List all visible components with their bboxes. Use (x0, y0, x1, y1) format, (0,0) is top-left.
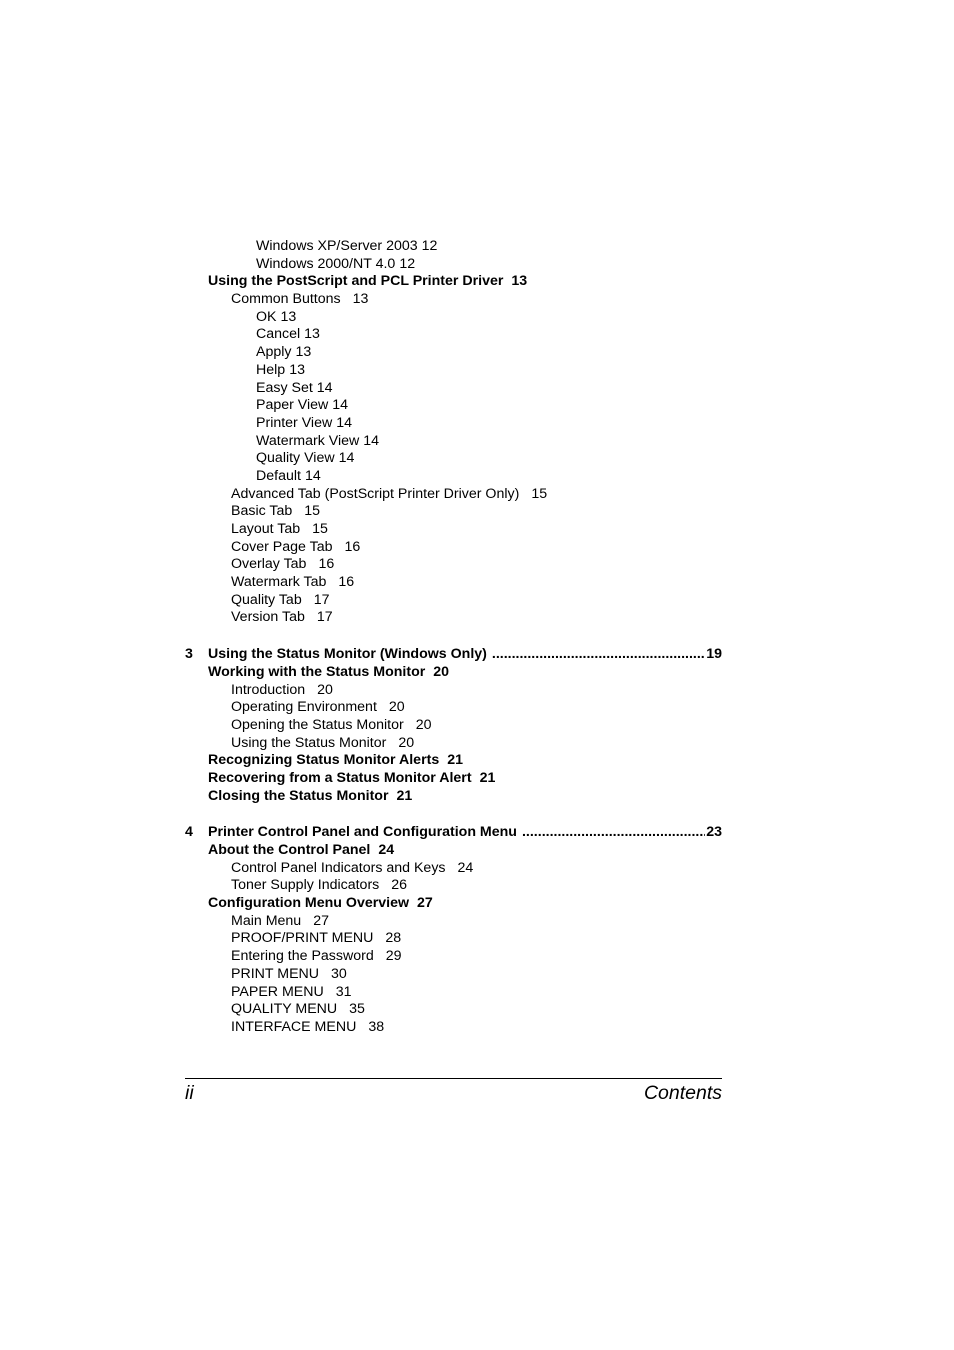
toc-entry-level-3[interactable] (185, 468, 722, 486)
toc-entry-level-2[interactable] (185, 1019, 722, 1037)
entry-title: Paper View (256, 397, 329, 414)
entry-page-number: 20 (388, 699, 405, 716)
dot-leader (522, 824, 705, 842)
chapter-title: Printer Control Panel and Configuration Menu (208, 824, 517, 841)
entry-page-number: 21 (447, 752, 463, 769)
entry-page-number: 16 (338, 574, 355, 591)
entry-title: PROOF/PRINT MENU (231, 930, 374, 947)
entry-page-number: 17 (316, 609, 333, 626)
entry-page-number: 17 (313, 591, 330, 608)
entry-title: Operating Environment (231, 699, 377, 716)
toc-entry-level-1[interactable] (185, 788, 722, 806)
entry-title: Using the PostScript and PCL Printer Driver (208, 273, 504, 290)
entry-title: Working with the Status Monitor (208, 663, 426, 680)
toc-entry-level-2[interactable] (185, 574, 722, 592)
entry-page-number: 20 (433, 663, 450, 680)
toc-entry-level-2[interactable] (185, 930, 722, 948)
toc-entry-level-3[interactable] (185, 238, 722, 256)
entry-page-number: 29 (385, 948, 402, 965)
entry-title: Using the Status Monitor (231, 734, 387, 751)
entry-title: Control Panel Indicators and Keys (231, 859, 446, 876)
chapter-number: 3 (185, 646, 193, 663)
toc-entry-level-2[interactable] (185, 1001, 722, 1019)
entry-page-number: 15 (531, 485, 548, 502)
toc-entry-level-3[interactable] (185, 344, 722, 362)
chapter-number: 4 (185, 824, 193, 841)
toc-entry-level-2[interactable] (185, 699, 722, 717)
entry-page-number: 13 (304, 326, 320, 343)
page-number: ii (185, 1082, 194, 1104)
entry-page-number: 28 (385, 930, 402, 947)
entry-title: Help (256, 361, 286, 378)
entry-title: Windows 2000/NT 4.0 (256, 255, 396, 272)
entry-title: Layout Tab (231, 521, 301, 537)
entry-title: Printer View (256, 414, 333, 431)
toc-entry-level-3[interactable] (185, 309, 722, 327)
entry-page-number: 35 (349, 1001, 365, 1018)
table-of-contents (185, 238, 722, 1037)
toc-entry-level-2[interactable] (185, 592, 722, 610)
toc-entry-level-1[interactable] (185, 664, 722, 682)
entry-title: Easy Set (256, 379, 313, 396)
section-spacer (185, 627, 722, 646)
entry-title: PRINT MENU (231, 965, 320, 982)
entry-title: Common Buttons (231, 291, 341, 308)
entry-page-number: 15 (304, 503, 321, 520)
entry-page-number: 12 (399, 255, 416, 272)
entry-title: OK (256, 308, 277, 325)
toc-chapter-entry[interactable] (185, 646, 722, 664)
page-footer (185, 1078, 722, 1105)
entry-title: Windows XP/Server 2003 (256, 238, 418, 254)
toc-entry-level-3[interactable] (185, 450, 722, 468)
entry-page-number: 13 (511, 273, 528, 290)
toc-entry-level-3[interactable] (185, 433, 722, 451)
entry-title: Configuration Menu Overview (208, 895, 410, 912)
toc-entry-level-2[interactable] (185, 486, 722, 504)
toc-entry-level-2[interactable] (185, 539, 722, 557)
entry-page-number: 15 (312, 521, 328, 537)
toc-entry-level-2[interactable] (185, 503, 722, 521)
entry-page-number: 26 (391, 877, 408, 894)
entry-page-number: 16 (318, 556, 335, 573)
toc-entry-level-1[interactable] (185, 842, 722, 860)
entry-title: QUALITY MENU (231, 1001, 338, 1018)
entry-page-number: 13 (352, 291, 369, 308)
entry-page-number: 20 (415, 716, 432, 733)
toc-entry-level-3[interactable] (185, 256, 722, 274)
entry-page-number: 24 (457, 859, 474, 876)
entry-page-number: 12 (421, 238, 438, 254)
entry-title: Recognizing Status Monitor Alerts (208, 752, 440, 769)
entry-title: Cover Page Tab (231, 538, 333, 555)
toc-entry-level-3[interactable] (185, 362, 722, 380)
toc-entry-level-1[interactable] (185, 273, 722, 291)
entry-title: Cancel (256, 326, 301, 343)
entry-page-number: 20 (317, 681, 333, 698)
chapter-page-number: 19 (706, 646, 722, 663)
toc-entry-level-2[interactable] (185, 735, 722, 753)
entry-title: Quality Tab (231, 591, 302, 608)
entry-title: Opening the Status Monitor (231, 716, 404, 733)
toc-entry-level-2[interactable] (185, 521, 722, 539)
entry-title: Main Menu (231, 912, 302, 929)
toc-entry-level-3[interactable] (185, 326, 722, 344)
toc-entry-level-3[interactable] (185, 415, 722, 433)
toc-entry-level-2[interactable] (185, 609, 722, 627)
entry-title: Toner Supply Indicators (231, 877, 380, 894)
toc-entry-level-2[interactable] (185, 556, 722, 574)
toc-entry-level-3[interactable] (185, 397, 722, 415)
entry-title: About the Control Panel (208, 842, 371, 858)
entry-title: Watermark View (256, 432, 360, 449)
chapter-page-number: 23 (706, 824, 722, 841)
entry-title: Default (256, 467, 301, 484)
toc-entry-level-2[interactable] (185, 717, 722, 735)
entry-title: INTERFACE MENU (231, 1018, 357, 1035)
toc-entry-level-2[interactable] (185, 913, 722, 931)
entry-page-number: 21 (396, 787, 413, 804)
entry-page-number: 13 (289, 361, 305, 378)
entry-title: Apply (256, 344, 292, 361)
entry-page-number: 13 (295, 344, 312, 361)
entry-title: Overlay Tab (231, 556, 307, 573)
entry-page-number: 27 (313, 912, 329, 929)
entry-title: PAPER MENU (231, 983, 324, 1000)
toc-entry-level-2[interactable] (185, 860, 722, 878)
entry-page-number: 31 (335, 983, 352, 1000)
toc-entry-level-3[interactable] (185, 380, 722, 398)
entry-page-number: 14 (338, 450, 355, 467)
toc-entry-level-1[interactable] (185, 752, 722, 770)
entry-page-number: 14 (304, 467, 321, 484)
footer-section-title: Contents (643, 1082, 722, 1104)
toc-entry-level-2[interactable] (185, 984, 722, 1002)
entry-page-number: 14 (316, 379, 333, 396)
toc-entry-level-2[interactable] (185, 682, 722, 700)
toc-entry-level-1[interactable] (185, 770, 722, 788)
entry-title: Advanced Tab (PostScript Printer Driver Only) (231, 485, 520, 502)
entry-page-number: 14 (332, 397, 349, 414)
entry-page-number: 30 (331, 965, 347, 982)
entry-title: Closing the Status Monitor (208, 787, 389, 804)
toc-chapter-entry[interactable] (185, 824, 722, 842)
entry-page-number: 14 (336, 414, 353, 431)
entry-page-number: 38 (368, 1018, 385, 1035)
entry-page-number: 16 (344, 538, 361, 555)
toc-entry-level-2[interactable] (185, 291, 722, 309)
entry-title: Watermark Tab (231, 574, 327, 591)
entry-page-number: 14 (363, 432, 380, 449)
toc-entry-level-2[interactable] (185, 877, 722, 895)
entry-page-number: 27 (417, 895, 433, 912)
entry-title: Entering the Password (231, 948, 374, 965)
entry-page-number: 20 (398, 734, 415, 751)
dot-leader (492, 646, 705, 664)
section-spacer (185, 805, 722, 824)
chapter-title: Using the Status Monitor (Windows Only) (208, 646, 487, 663)
entry-title: Version Tab (231, 609, 305, 626)
entry-page-number: 13 (280, 308, 297, 325)
entry-title: Quality View (256, 450, 335, 467)
toc-entry-level-2[interactable] (185, 948, 722, 966)
toc-entry-level-2[interactable] (185, 966, 722, 984)
entry-title: Basic Tab (231, 503, 293, 520)
entry-page-number: 21 (479, 769, 496, 786)
entry-title: Recovering from a Status Monitor Alert (208, 769, 472, 786)
entry-page-number: 24 (378, 842, 395, 858)
toc-entry-level-1[interactable] (185, 895, 722, 913)
entry-title: Introduction (231, 681, 306, 698)
